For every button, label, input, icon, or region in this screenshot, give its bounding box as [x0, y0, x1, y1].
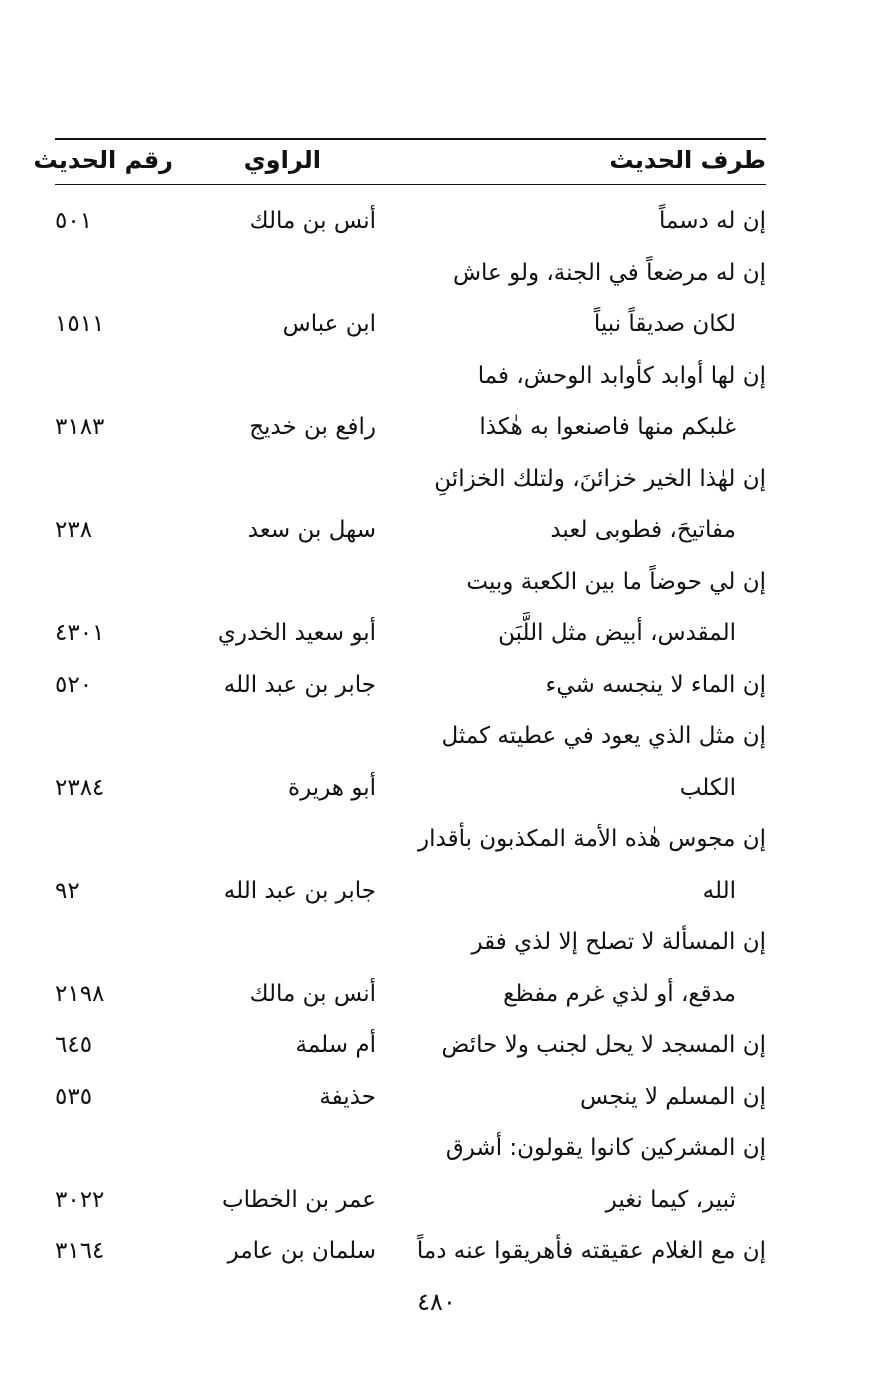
row-line	[0, 303, 873, 355]
hadith-title-text: المقدس، أبيض مثل اللَّبَن	[498, 620, 736, 646]
narrator-text: جابر بن عبد الله	[223, 877, 376, 904]
row-line	[0, 818, 873, 870]
hadith-number: ٢٣٨	[55, 517, 93, 543]
row-line	[0, 664, 873, 716]
header-hadith-number: رقم الحديث	[33, 146, 173, 174]
narrator-text: جابر بن عبد الله	[223, 671, 376, 698]
row-line	[0, 1024, 873, 1076]
hadith-title-text: إن المشركين كانوا يقولون: أشرق	[445, 1135, 766, 1161]
table-row	[0, 1230, 873, 1282]
hadith-title-text: إن المسألة لا تصلح إلا لذي فقر	[471, 929, 766, 955]
row-line	[0, 1230, 873, 1282]
hadith-title-text: لكان صديقاً نبياً	[593, 311, 736, 337]
hadith-title-text: إن مع الغلام عقيقته فأهريقوا عنه دماً	[416, 1238, 766, 1264]
table-row	[0, 664, 873, 716]
narrator-text: حذيفة	[319, 1083, 376, 1110]
hadith-title-text: إن المسجد لا يحل لجنب ولا حائض	[441, 1032, 766, 1058]
hadith-title-text: مفاتيحَ، فطوبى لعبد	[550, 517, 736, 543]
hadith-title-text: إن الماء لا ينجسه شيء	[545, 671, 766, 698]
narrator-text: أنس بن مالك	[249, 980, 376, 1007]
hadith-number: ٥٢٠	[55, 671, 93, 698]
hadith-number: ٥٣٥	[55, 1083, 93, 1110]
hadith-title-text: إن لهٰذا الخير خزائنَ، ولتلك الخزائنِ	[434, 465, 766, 492]
row-line	[0, 921, 873, 973]
hadith-title-text: إن المسلم لا ينجس	[580, 1083, 766, 1110]
table-row	[0, 200, 873, 252]
hadith-number: ٢١٩٨	[55, 980, 105, 1007]
table-row	[0, 1076, 873, 1128]
narrator-text: رافع بن خديج	[249, 414, 376, 440]
narrator-text: سلمان بن عامر	[227, 1238, 376, 1264]
row-line	[0, 870, 873, 922]
row-line	[0, 509, 873, 561]
row-line	[0, 406, 873, 458]
narrator-text: ابن عباس	[282, 311, 376, 337]
row-line	[0, 1179, 873, 1231]
row-line	[0, 973, 873, 1025]
hadith-number: ٥٠١	[55, 208, 93, 234]
narrator-text: أبو سعيد الخدري	[217, 620, 376, 646]
page-number: ٤٨٠	[417, 1288, 456, 1316]
table-row	[0, 355, 873, 458]
row-line	[0, 355, 873, 407]
table-row	[0, 715, 873, 818]
hadith-index-table	[0, 200, 873, 1282]
row-line	[0, 767, 873, 819]
table-row	[0, 561, 873, 664]
hadith-title-text: الكلب	[679, 774, 736, 801]
hadith-title-text: إن مجوس هٰذه الأمة المكذبون بأقدار	[418, 826, 766, 852]
hadith-title-text: إن له دسماً	[658, 208, 766, 234]
table-row	[0, 1024, 873, 1076]
hadith-number: ٦٤٥	[55, 1032, 93, 1058]
table-row	[0, 1127, 873, 1230]
hadith-number: ١٥١١	[55, 311, 105, 337]
row-line	[0, 252, 873, 304]
row-line	[0, 561, 873, 613]
narrator-text: أم سلمة	[295, 1032, 376, 1058]
table-row	[0, 921, 873, 1024]
hadith-number: ٣١٨٣	[55, 414, 105, 440]
row-line	[0, 200, 873, 252]
narrator-text: عمر بن الخطاب	[221, 1186, 376, 1213]
hadith-title-text: إن مثل الذي يعود في عطيته كمثل	[441, 723, 766, 749]
hadith-number: ٢٣٨٤	[55, 774, 105, 801]
hadith-title-text: إن لي حوضاً ما بين الكعبة وبيت	[466, 568, 766, 595]
narrator-text: أبو هريرة	[288, 774, 376, 801]
hadith-number: ٣١٦٤	[55, 1238, 105, 1264]
table-header	[0, 140, 873, 184]
row-line	[0, 1127, 873, 1179]
row-line	[0, 715, 873, 767]
hadith-number: ٣٠٢٢	[55, 1186, 105, 1213]
header-bottom-rule	[55, 184, 766, 185]
row-line	[0, 612, 873, 664]
header-narrator: الراوي	[243, 146, 321, 174]
hadith-title-text: مدقع، أو لذي غرم مفظع	[503, 980, 736, 1007]
hadith-title-text: إن لها أوابد كأوابد الوحش، فما	[477, 362, 766, 389]
narrator-text: أنس بن مالك	[249, 208, 376, 234]
hadith-number: ٩٢	[55, 877, 80, 904]
row-line	[0, 1076, 873, 1128]
row-line	[0, 458, 873, 510]
header-hadith-title: طرف الحديث	[609, 146, 766, 174]
table-row	[0, 818, 873, 921]
table-row	[0, 458, 873, 561]
hadith-title-text: ثبير، كيما نغير	[605, 1186, 736, 1213]
hadith-title-text: الله	[702, 877, 736, 904]
hadith-number: ٤٣٠١	[55, 620, 105, 646]
hadith-title-text: غلبكم منها فاصنعوا به هٰكذا	[479, 414, 736, 440]
hadith-title-text: إن له مرضعاً في الجنة، ولو عاش	[452, 259, 766, 286]
table-row	[0, 252, 873, 355]
narrator-text: سهل بن سعد	[247, 517, 376, 543]
